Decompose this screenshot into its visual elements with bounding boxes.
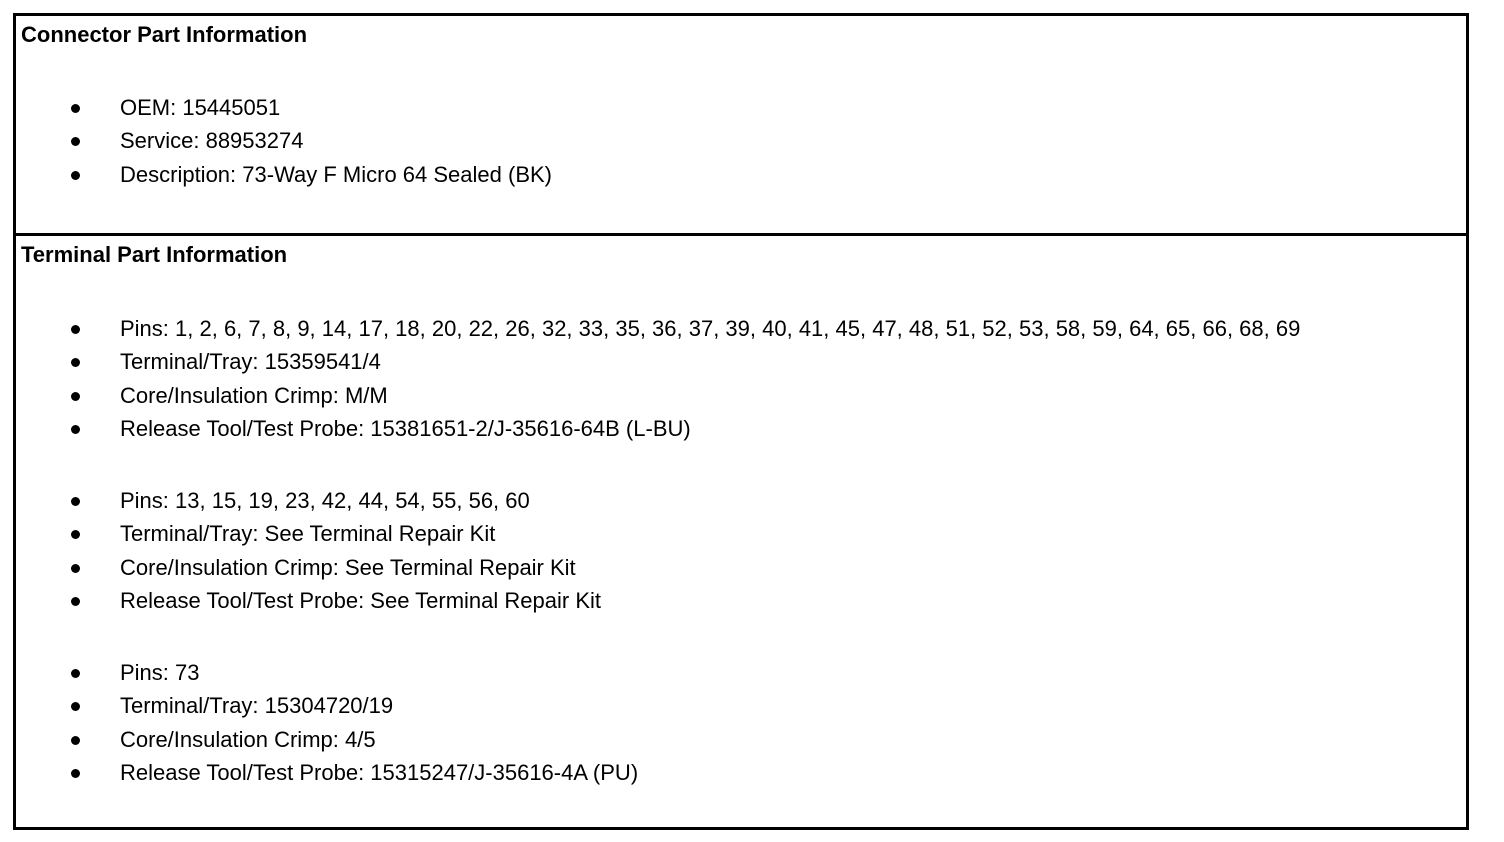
terminal-crimp: Core/Insulation Crimp: 4/5 [120, 726, 376, 752]
bullet-icon [71, 669, 80, 678]
bullet-icon [71, 597, 80, 606]
list-item [16, 584, 1466, 617]
bullet-icon [71, 530, 80, 539]
connector-heading: Connector Part Information [21, 22, 308, 47]
part-info-table [13, 13, 1469, 830]
list-item [16, 124, 1466, 157]
terminal-heading: Terminal Part Information [21, 242, 288, 267]
bullet-icon [71, 702, 80, 711]
terminal-release-tool: Release Tool/Test Probe: See Terminal Repair Kit [120, 588, 601, 614]
list-item [16, 551, 1466, 584]
connector-description: Description: 73-Way F Micro 64 Sealed (BK) [120, 161, 552, 187]
terminal-group-2 [16, 484, 1466, 618]
bullet-icon [71, 137, 80, 146]
list-item [16, 484, 1466, 517]
terminal-group-1 [16, 312, 1466, 446]
list-item [16, 379, 1466, 412]
terminal-pins: Pins: 13, 15, 19, 23, 42, 44, 54, 55, 56, 60 [120, 488, 530, 513]
list-item [16, 517, 1466, 550]
bullet-icon [71, 736, 80, 745]
terminal-tray: Terminal/Tray: See Terminal Repair Kit [120, 521, 496, 547]
connector-service: Service: 88953274 [120, 128, 304, 154]
bullet-icon [71, 497, 80, 506]
connector-oem: OEM: 15445051 [120, 95, 281, 120]
terminal-crimp: Core/Insulation Crimp: See Terminal Repair Kit [120, 554, 576, 580]
terminal-pins: Pins: 73 [120, 660, 200, 685]
list-item [16, 91, 1466, 124]
bullet-icon [71, 425, 80, 434]
bullet-icon [71, 358, 80, 367]
terminal-release-tool: Release Tool/Test Probe: 15315247/J-35616-4A (PU) [120, 760, 639, 786]
terminal-tray: Terminal/Tray: 15359541/4 [120, 349, 381, 375]
list-item [16, 345, 1466, 378]
terminal-group-3 [16, 656, 1466, 790]
list-item [16, 756, 1466, 789]
terminal-section [16, 236, 1466, 827]
terminal-crimp: Core/Insulation Crimp: M/M [120, 382, 388, 408]
bullet-icon [71, 104, 80, 113]
list-item [16, 312, 1466, 345]
bullet-icon [71, 392, 80, 401]
list-item [16, 158, 1466, 191]
connector-list [16, 91, 1466, 191]
bullet-icon [71, 564, 80, 573]
bullet-icon [71, 325, 80, 334]
bullet-icon [71, 769, 80, 778]
list-item [16, 723, 1466, 756]
bullet-icon [71, 171, 80, 180]
list-item [16, 656, 1466, 689]
terminal-pins: Pins: 1, 2, 6, 7, 8, 9, 14, 17, 18, 20, 22, 26, 32, 33, 35, 36, 37, 39, 40, 41, 45, 47, 48, 51, 52, 53, 58, 59, 64, 65, 66, 68, 69 [120, 316, 1301, 341]
terminal-tray: Terminal/Tray: 15304720/19 [120, 693, 394, 719]
list-item [16, 689, 1466, 722]
connector-section [16, 16, 1466, 233]
list-item [16, 412, 1466, 445]
terminal-release-tool: Release Tool/Test Probe: 15381651-2/J-35616-64B (L-BU) [120, 416, 691, 442]
